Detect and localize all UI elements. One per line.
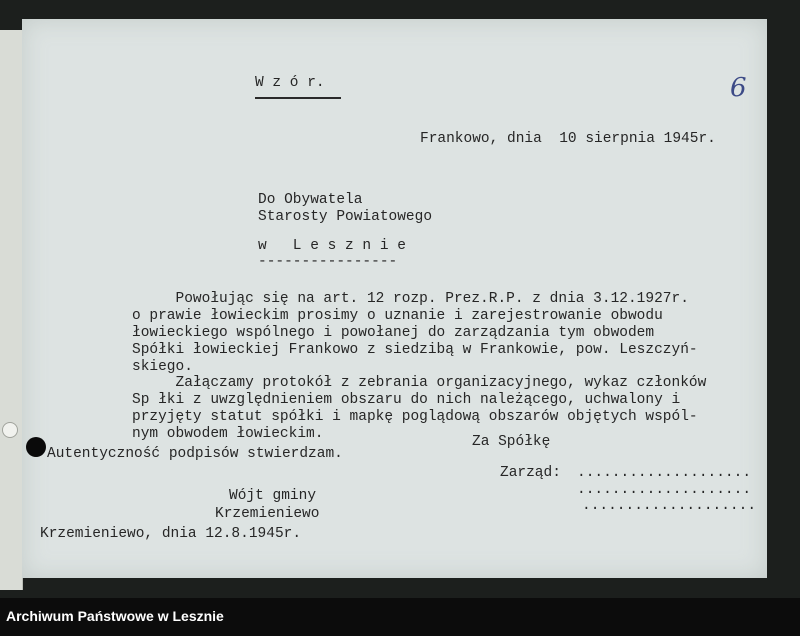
place-and-date: Frankowo, dnia 10 sierpnia 1945r. <box>420 131 716 147</box>
zarzad-label: Zarząd: <box>500 465 561 481</box>
body-line-7: Sp łki z uwzględnieniem obszaru do nich należącego, uchwalony i <box>132 392 681 408</box>
document-page <box>22 19 767 578</box>
signer-title: Wójt gminy <box>229 488 317 504</box>
signature-dots-2: .................... <box>577 482 752 498</box>
body-line-8: przyjęty statut spółki i mapkę poglądową obszarów objętych wspól- <box>132 409 698 425</box>
body-line-9: nym obwodem łowieckim. <box>132 426 324 442</box>
document-heading: W z ó r. <box>255 75 325 91</box>
body-line-1: Powołując się na art. 12 rozp. Prez.R.P. z dnia 3.12.1927r. <box>132 291 689 307</box>
binder-strip <box>0 30 23 590</box>
za-spolke: Za Spółkę <box>472 434 551 450</box>
body-line-4: Spółki łowieckiej Frankowo z siedzibą w Frankowie, pow. Leszczyń- <box>132 342 698 358</box>
signer-gmina: Krzemieniewo <box>215 506 320 522</box>
signature-dots-3: .................... <box>582 498 757 514</box>
heading-underline <box>255 97 341 99</box>
archive-caption-bar <box>0 598 800 636</box>
signature-dots-1: .................... <box>577 465 752 481</box>
addressee-underline: ---------------- <box>258 254 398 270</box>
addressee-line-2: Starosty Powiatowego <box>258 209 433 225</box>
authenticity-statement: Autentyczność podpisów stwierdzam. <box>47 446 343 462</box>
handwritten-page-number: 6 <box>730 73 747 103</box>
body-line-2: o prawie łowieckim prosimy o uznanie i zarejestrowanie obwodu <box>132 308 663 324</box>
body-line-6: Załączamy protokół z zebrania organizacyjnego, wykaz członków <box>132 375 707 391</box>
binder-hole <box>2 422 18 438</box>
archive-caption: Archiwum Państwowe w Lesznie <box>6 608 224 624</box>
body-line-5: skiego. <box>132 359 193 375</box>
body-line-3: łowieckiego wspólnego i powołanej do zarządzania tym obwodem <box>132 325 655 341</box>
addressee-line-3: w L e s z n i e <box>258 238 406 254</box>
signer-place-date: Krzemieniewo, dnia 12.8.1945r. <box>40 526 302 542</box>
punch-hole <box>26 437 46 457</box>
addressee-line-1: Do Obywatela <box>258 192 363 208</box>
